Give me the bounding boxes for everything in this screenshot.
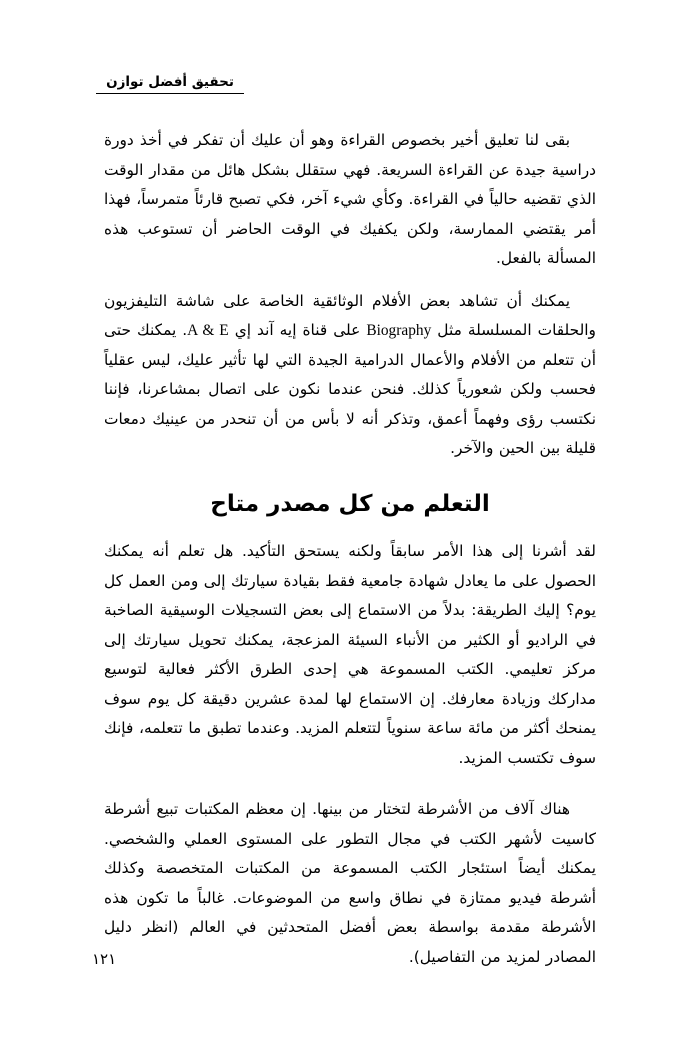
channel-name-ae: A & E [187, 322, 229, 339]
running-head-rule [96, 93, 244, 94]
paragraph-text-segment-b: على قناة إيه آند إي [228, 321, 367, 339]
paragraph-documentaries [104, 287, 596, 464]
running-head [96, 74, 244, 94]
paragraph-text-segment-a: يمكنك أن تشاهد بعض الأفلام الوثائقية الخاصة على شاشة التليفزيون والحلقات المسلسلة مثل [104, 291, 596, 339]
paragraph-text-segment-c: . يمكنك حتى أن تتعلم من الأفلام والأعمال الدرامية الجيدة التي لها تأثير عليك، ليس عقلياً فحسب ولكن شعورياً كذلك. فنحن عندما نكون على اتصال بمشاعرنا، فإننا نكتسب رؤى وفهماً أعمق، وتذكر أنه لا بأس من أن تنحدر من عينيك دمعات قليلة بين الحين والآخر. [104, 321, 596, 457]
text-column [104, 126, 596, 972]
program-name-biography: Biography [366, 322, 432, 339]
section-heading: التعلم من كل مصدر متاح [210, 490, 490, 517]
paragraph-reading-course: بقى لنا تعليق أخير بخصوص القراءة وهو أن عليك أن تفكر في أخذ دورة دراسية جيدة عن القراءة السريعة. فهي ستقلل بشكل هائل من مقدار الوقت الذي تقضيه حالياً في القراءة. وكأي شيء آخر، فكي تصبح قارئاً متمرساً، فهذا أمر يقتضي الممارسة، ولكن يكفيك في الوقت الحاضر أن تستوعب هذه المسألة بالفعل. [104, 131, 596, 267]
running-head-title: تحقيق أفضل توازن [106, 74, 234, 90]
page-number: ١٢١ [92, 950, 117, 968]
paragraph-tape-sources: هناك آلاف من الأشرطة لتختار من بينها. إن معظم المكتبات تبيع أشرطة كاسيت لأشهر الكتب في مجال التطور على المستوى العملي والشخصي. يمكنك أيضاً استئجار الكتب المسموعة من المكتبات المتخصصة وكذلك أشرطة فيديو ممتازة في نطاق واسع من الموضوعات. غالباً ما تكون هذه الأشرطة مقدمة بواسطة بعض أفضل المتحدثين في العالم (انظر دليل المصادر لمزيد من التفاصيل). [104, 800, 596, 966]
paragraph-audio-learning: لقد أشرنا إلى هذا الأمر سابقاً ولكنه يستحق التأكيد. هل تعلم أنه يمكنك الحصول على ما يعادل شهادة جامعية فقط بقيادة سيارتك إلى ومن العمل كل يوم؟ إليك الطريقة: بدلاً من الاستماع إلى بعض التسجيلات الوسيقية الصاخبة في الراديو أو الكثير من الأنباء السيئة المزعجة، يمكنك تحويل سيارتك إلى مركز تعليمي. الكتب المسموعة هي إحدى الطرق الأكثر فعالية لتوسيع مداركك وزيادة معارفك. إن الاستماع لها لمدة عشرين دقيقة كل يوم سوف يمنحك أكثر من مائة ساعة سنوياً لتتعلم المزيد. وعندما تطبق ما تتعلمه، فإنك سوف تكتسب المزيد. [104, 542, 596, 767]
